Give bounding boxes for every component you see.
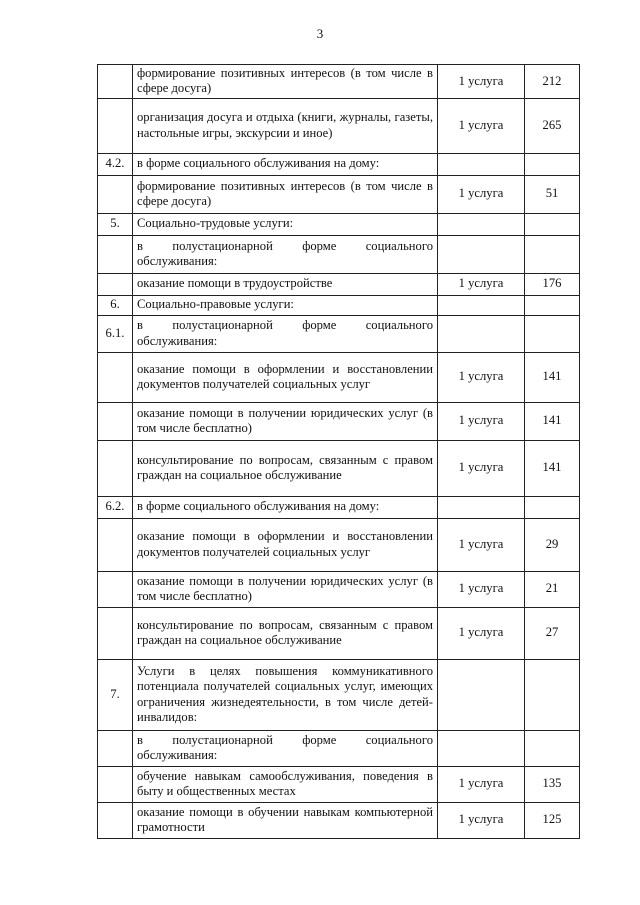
table-row [98,402,580,440]
table-row [98,518,580,571]
value-cell [525,496,580,518]
table-row [98,315,580,352]
unit-cell: 1 услуга [438,175,525,213]
value-cell: 141 [525,440,580,496]
row-number [98,402,133,440]
unit-cell: 1 услуга [438,65,525,99]
table-row [98,213,580,235]
unit-cell: 1 услуга [438,402,525,440]
row-number [98,766,133,802]
unit-cell [438,659,525,730]
service-name: обучение навыкам самообслуживания, поведения в быту и общественных местах [133,766,438,802]
value-cell: 212 [525,65,580,99]
table-row [98,295,580,315]
service-name: оказание помощи в оформлении и восстановлении документов получателей социальных услуг [133,352,438,402]
value-cell: 265 [525,98,580,153]
service-name: в полустационарной форме социального обслуживания: [133,315,438,352]
row-number [98,607,133,659]
row-number [98,571,133,607]
value-cell [525,315,580,352]
row-number [98,440,133,496]
unit-cell: 1 услуга [438,571,525,607]
unit-cell: 1 услуга [438,98,525,153]
unit-cell: 1 услуга [438,766,525,802]
unit-cell [438,315,525,352]
unit-cell: 1 услуга [438,802,525,838]
row-number: 6. [98,295,133,315]
value-cell: 21 [525,571,580,607]
table-row [98,730,580,766]
service-name: Услуги в целях повышения коммуникативного потенциала получателей социальных услуг, имеющих ограничения жизнедеятельности, в том числе детей-инвалидов: [133,659,438,730]
service-name: оказание помощи в обучении навыкам компьютерной грамотности [133,802,438,838]
service-name: в форме социального обслуживания на дому: [133,496,438,518]
row-number [98,175,133,213]
unit-cell: 1 услуга [438,273,525,295]
unit-cell: 1 услуга [438,607,525,659]
value-cell: 51 [525,175,580,213]
row-number [98,65,133,99]
service-name: Социально-трудовые услуги: [133,213,438,235]
row-number [98,518,133,571]
service-name: формирование позитивных интересов (в том числе в сфере досуга) [133,175,438,213]
row-number [98,352,133,402]
service-name: в полустационарной форме социального обслуживания: [133,235,438,273]
table-row [98,65,580,99]
row-number [98,802,133,838]
table-row [98,273,580,295]
row-number [98,273,133,295]
value-cell: 29 [525,518,580,571]
unit-cell [438,295,525,315]
row-number: 5. [98,213,133,235]
table-row [98,98,580,153]
table-row [98,175,580,213]
unit-cell [438,213,525,235]
service-name: оказание помощи в трудоустройстве [133,273,438,295]
row-number: 7. [98,659,133,730]
table-row [98,496,580,518]
service-name: консультирование по вопросам, связанным с правом граждан на социальное обслуживание [133,440,438,496]
service-name: Социально-правовые услуги: [133,295,438,315]
value-cell: 135 [525,766,580,802]
table-row [98,235,580,273]
row-number [98,730,133,766]
value-cell [525,213,580,235]
service-name: оказание помощи в получении юридических услуг (в том числе бесплатно) [133,402,438,440]
service-name: организация досуга и отдыха (книги, журналы, газеты, настольные игры, экскурсии и иное) [133,98,438,153]
table-row [98,802,580,838]
unit-cell: 1 услуга [438,518,525,571]
unit-cell [438,730,525,766]
row-number: 4.2. [98,153,133,175]
table-row [98,766,580,802]
service-name: в форме социального обслуживания на дому: [133,153,438,175]
value-cell [525,235,580,273]
value-cell: 141 [525,352,580,402]
service-name: формирование позитивных интересов (в том числе в сфере досуга) [133,65,438,99]
value-cell [525,153,580,175]
service-name: оказание помощи в оформлении и восстановлении документов получателей социальных услуг [133,518,438,571]
row-number: 6.2. [98,496,133,518]
services-table [97,64,580,839]
table-row [98,440,580,496]
row-number [98,235,133,273]
table-row [98,571,580,607]
value-cell [525,659,580,730]
unit-cell [438,496,525,518]
value-cell: 141 [525,402,580,440]
page-number: 3 [316,26,324,41]
value-cell [525,730,580,766]
table-row [98,659,580,730]
table-row [98,153,580,175]
service-name: оказание помощи в получении юридических услуг (в том числе бесплатно) [133,571,438,607]
service-name: в полустационарной форме социального обслуживания: [133,730,438,766]
value-cell [525,295,580,315]
service-name: консультирование по вопросам, связанным с правом граждан на социальное обслуживание [133,607,438,659]
table-row [98,607,580,659]
table-row [98,352,580,402]
unit-cell: 1 услуга [438,352,525,402]
unit-cell [438,153,525,175]
unit-cell: 1 услуга [438,440,525,496]
value-cell: 27 [525,607,580,659]
value-cell: 125 [525,802,580,838]
row-number [98,98,133,153]
value-cell: 176 [525,273,580,295]
unit-cell [438,235,525,273]
row-number: 6.1. [98,315,133,352]
